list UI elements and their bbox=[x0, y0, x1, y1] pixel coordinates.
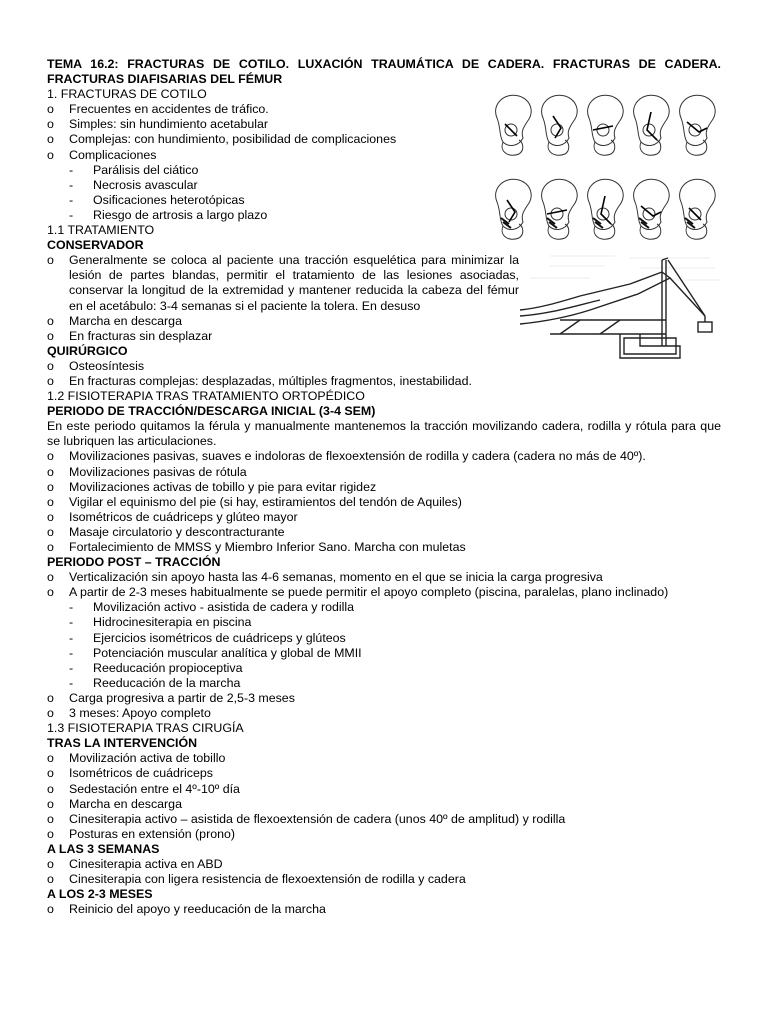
list-item: o Movilizaciones pasivas, suaves e indoloras de flexoextensión de rodilla y cadera (cadera no más de 40º). bbox=[47, 449, 646, 464]
pelvis-sketch bbox=[634, 179, 670, 239]
list-item: o Complicaciones bbox=[47, 147, 157, 162]
subheading-2-3-meses: A LOS 2-3 MESES bbox=[47, 887, 153, 902]
dash-item: - Osificaciones heterotópicas bbox=[69, 192, 245, 207]
frame-base bbox=[550, 320, 680, 358]
list-item: o Generalmente se coloca al paciente una tracción esquelética para minimizar la lesión de partes blandas, permitir el tratamiento de las lesiones asociadas, conservar la longitud de la extremidad y mantener reducida la cabeza del fémur en el acetábulo: 3-4 semanas si el paciente la tolera. En desuso bbox=[47, 253, 519, 313]
leg-outline bbox=[520, 272, 670, 324]
traction-figure-faint-text bbox=[530, 256, 720, 280]
dash-item: - Hidrocinesiterapia en piscina bbox=[69, 615, 252, 630]
list-item: o Fortalecimiento de MMSS y Miembro Inferior Sano. Marcha con muletas bbox=[47, 540, 466, 554]
list-item: o Marcha en descarga bbox=[47, 796, 182, 811]
list-item: o Movilizaciones activas de tobillo y pie para evitar rigidez bbox=[47, 479, 377, 494]
list-item: o Verticalización sin apoyo hasta las 4-6 semanas, momento en el que se inicia la carga progresiva bbox=[47, 570, 603, 585]
traction-cord bbox=[668, 260, 705, 316]
list-item: o Carga progresiva a partir de 2,5-3 meses bbox=[47, 690, 295, 705]
list-item: o Posturas en extensión (prono) bbox=[47, 826, 235, 841]
traction-weight bbox=[698, 322, 712, 332]
list-item: o Osteosíntesis bbox=[47, 358, 145, 373]
paragraph: En este periodo quitamos la férula y manualmente mantenemos la tracción movilizando cadera, rodilla y rótula para que se lubriquen las articulaciones. bbox=[47, 419, 721, 449]
dash-item: - Ejercicios isométricos de cuádriceps y glúteos bbox=[69, 630, 346, 645]
dash-item: - Necrosis avascular bbox=[69, 177, 198, 192]
pelvis-sketch bbox=[588, 179, 624, 239]
list-item: o En fracturas sin desplazar bbox=[47, 328, 213, 343]
doc-title-line1: TEMA 16.2: FRACTURAS DE COTILO. LUXACIÓN TRAUMÁTICA DE CADERA. FRACTURAS DE CADERA. bbox=[47, 57, 721, 71]
list-item: o Movilizaciones pasivas de rótula bbox=[47, 464, 247, 479]
list-item: o A partir de 2-3 meses habitualmente se puede permitir el apoyo completo (piscina, paralelas, plano inclinado) bbox=[47, 585, 669, 600]
dash-item: - Riesgo de artrosis a largo plazo bbox=[69, 207, 268, 222]
pelvis-sketch bbox=[588, 95, 624, 155]
list-item: o Isométricos de cuádriceps bbox=[47, 766, 213, 781]
dash-item: - Parálisis del ciático bbox=[69, 162, 199, 177]
pelvis-sketch bbox=[680, 179, 716, 239]
section-1-3-heading: 1.3 FISIOTERAPIA TRAS CIRUGÍA bbox=[47, 721, 244, 736]
list-item: o Cinesiterapia activa en ABD bbox=[47, 856, 223, 871]
list-item: o Frecuentes en accidentes de tráfico. bbox=[47, 102, 269, 117]
dash-item: - Reeducación de la marcha bbox=[69, 675, 241, 690]
pelvis-sketch bbox=[496, 95, 532, 155]
subheading-quirurgico: QUIRÚRGICO bbox=[47, 343, 128, 358]
section-1-1-heading: 1.1 TRATAMIENTO bbox=[47, 223, 155, 238]
list-item: o Reinicio del apoyo y reeducación de la marcha bbox=[47, 902, 326, 917]
skeletal-traction-figure bbox=[520, 250, 725, 368]
subheading-conservador: CONSERVADOR bbox=[47, 238, 144, 253]
acetabular-fracture-figure bbox=[487, 88, 723, 252]
list-item: o Complejas: con hundimiento, posibilidad de complicaciones bbox=[47, 132, 397, 147]
pelvis-sketch bbox=[680, 95, 716, 155]
subheading-tras-intervencion: TRAS LA INTERVENCIÓN bbox=[47, 736, 198, 751]
list-item: o Sedestación entre el 4º-10º día bbox=[47, 781, 240, 796]
list-item: o Vigilar el equinismo del pie (si hay, estiramientos del tendón de Aquiles) bbox=[47, 494, 462, 509]
list-item: o Cinesiterapia activo – asistida de flexoextensión de cadera (unos 40º de amplitud) y rodilla bbox=[47, 811, 566, 826]
dash-item: - Reeducación propioceptiva bbox=[69, 660, 243, 675]
pelvis-sketch bbox=[542, 95, 578, 155]
dash-item: - Potenciación muscular analítica y global de MMII bbox=[69, 645, 362, 660]
dash-item: - Movilización activo - asistida de cadera y rodilla bbox=[69, 600, 355, 615]
doc-title-line2: FRACTURAS DIAFISARIAS DEL FÉMUR bbox=[47, 72, 283, 87]
list-item: o 3 meses: Apoyo completo bbox=[47, 706, 211, 721]
section-1-heading: 1. FRACTURAS DE COTILO bbox=[47, 87, 207, 102]
pelvis-sketch bbox=[634, 95, 670, 155]
list-item: o Movilización activa de tobillo bbox=[47, 751, 226, 766]
pelvis-sketch bbox=[542, 179, 578, 239]
list-item: o En fracturas complejas: desplazadas, múltiples fragmentos, inestabilidad. bbox=[47, 373, 472, 388]
subheading-periodo-traccion: PERIODO DE TRACCIÓN/DESCARGA INICIAL (3-4 SEM) bbox=[47, 404, 376, 419]
subheading-3-semanas: A LAS 3 SEMANAS bbox=[47, 841, 160, 856]
list-item: o Marcha en descarga bbox=[47, 313, 182, 328]
section-1-2-heading: 1.2 FISIOTERAPIA TRAS TRATAMIENTO ORTOPÉDICO bbox=[47, 389, 365, 404]
list-item: o Masaje circulatorio y descontracturante bbox=[47, 524, 285, 539]
subheading-post-traccion: PERIODO POST – TRACCIÓN bbox=[47, 555, 221, 570]
list-item: o Cinesiterapia con ligera resistencia de flexoextensión de rodilla y cadera bbox=[47, 872, 466, 887]
pelvis-sketch bbox=[496, 179, 532, 239]
list-item: o Simples: sin hundimiento acetabular bbox=[47, 117, 269, 132]
list-item: o Isométricos de cuádriceps y glúteo mayor bbox=[47, 509, 298, 524]
